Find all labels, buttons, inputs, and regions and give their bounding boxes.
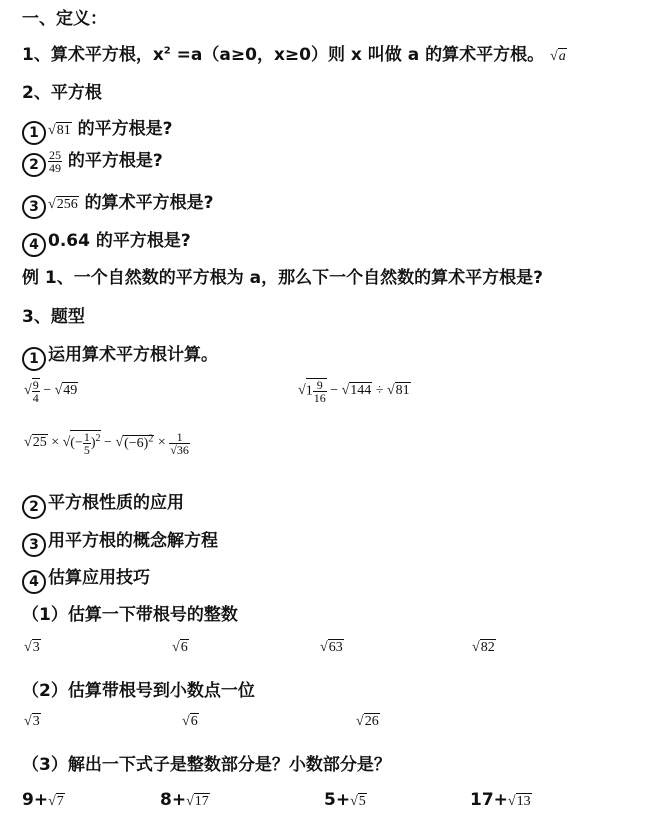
definition-text-rest: =a（a≥0，x≥0）则 x 叫做 a 的算术平方根。	[170, 45, 545, 65]
definition-exponent: 2	[163, 45, 171, 57]
sub3-item-1: 8+√17	[160, 790, 209, 810]
radical-81: √81	[48, 122, 71, 138]
question-2-text: 的平方根是?	[67, 151, 163, 171]
sub1-item-3: √82	[472, 640, 495, 656]
circled-number: 3	[22, 533, 46, 557]
question-4-text: 0.64 的平方根是?	[48, 231, 191, 251]
radical-256: √256	[48, 196, 78, 212]
circled-number: 3	[22, 195, 46, 219]
sub1-item-2: √63	[320, 640, 343, 656]
type-2	[22, 488, 184, 519]
sub3-item-2: 5+√5	[324, 790, 366, 810]
definition-text-prefix: 1、算术平方根，x	[22, 45, 164, 65]
circled-number: 1	[22, 121, 46, 145]
type-1-text: 运用算术平方根计算。	[48, 345, 218, 365]
sub-3: （3）解出一下式子是整数部分是？小数部分是？	[22, 755, 391, 775]
question-3	[22, 188, 213, 219]
sub3-item-3: 17+√13	[470, 790, 531, 810]
question-1	[22, 114, 172, 145]
radical-a: √a	[550, 48, 566, 64]
expression-3: √25 × √(− $\frac{1}{5}$ )$^2 - √(-6)^2$ × $\frac{1}{√36}$	[24, 429, 189, 457]
sub2-item-0: √3	[24, 714, 40, 730]
type-4	[22, 563, 150, 594]
question-1-text: 的平方根是?	[77, 119, 173, 139]
circled-number: 4	[22, 570, 46, 594]
sub1-item-1: √6	[172, 640, 188, 656]
sub1-item-0: √3	[24, 640, 40, 656]
question-4	[22, 226, 191, 257]
expression-1: √ $\frac{9}{4}$ − √49	[24, 378, 78, 405]
fraction-25-49: $\frac{25}{49}$	[49, 147, 61, 175]
circled-number: 4	[22, 233, 46, 257]
definition-line	[22, 40, 567, 65]
sub-2: （2）估算带根号到小数点一位	[22, 681, 255, 701]
definition-heading: 一、定义：	[22, 9, 107, 29]
section2-title: 2、平方根	[22, 83, 102, 103]
type-4-text: 估算应用技巧	[48, 568, 150, 588]
circled-number: 2	[22, 495, 46, 519]
type-2-text: 平方根性质的应用	[48, 493, 184, 513]
example-1: 例 1、一个自然数的平方根为 a，那么下一个自然数的算术平方根是?	[22, 268, 543, 288]
type-3	[22, 526, 218, 557]
circled-number: 1	[22, 347, 46, 371]
sub2-item-1: √6	[182, 714, 198, 730]
sub-1: （1）估算一下带根号的整数	[22, 605, 238, 625]
expression-2: √1 $\frac{9}{16}$ − √144 ÷ √81	[298, 378, 410, 405]
question-3-text: 的算术平方根是?	[84, 193, 214, 213]
type-3-text: 用平方根的概念解方程	[48, 531, 218, 551]
sub2-item-2: √26	[356, 714, 379, 730]
type-1	[22, 340, 218, 371]
circled-number: 2	[22, 153, 46, 177]
question-2	[22, 146, 163, 177]
section3-title: 3、题型	[22, 307, 85, 327]
sub3-item-0: 9+√7	[22, 790, 64, 810]
